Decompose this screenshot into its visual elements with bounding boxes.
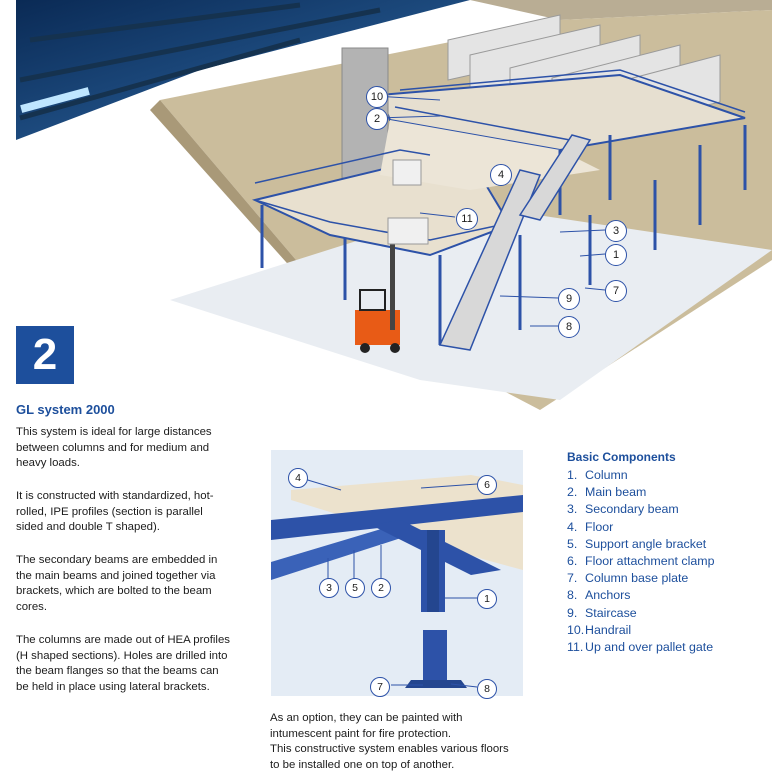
detail-callout-6: 6 <box>477 475 497 495</box>
paragraph-2: It is constructed with standardized, hot-rolled, IPE profiles (section is parallel sided and double T shaped). <box>16 490 214 534</box>
callout-8: 8 <box>558 316 580 338</box>
caption-line-1: As an option, they can be painted with intumescent paint for fire protection. <box>270 712 463 740</box>
callout-2: 2 <box>366 108 388 130</box>
list-item: 5. Support angle bracket <box>567 536 707 551</box>
callout-4: 4 <box>490 164 512 186</box>
caption-line-2: This constructive system enables various floors to be installed one on top of another. <box>270 743 509 771</box>
list-item: 2. Main beam <box>567 485 647 500</box>
callout-3: 3 <box>605 220 627 242</box>
list-item: 7. Column base plate <box>567 571 689 586</box>
list-item: 3. Secondary beam <box>567 502 679 517</box>
callout-11: 11 <box>456 208 478 230</box>
paragraph-3: The secondary beams are embedded in the main beams and joined together via brackets, which are bolted to the beam cores. <box>16 554 218 613</box>
list-item: 9. Staircase <box>567 605 637 620</box>
list-item: 4. Floor <box>567 519 614 534</box>
detail-caption <box>270 711 520 773</box>
list-item: 10. Handrail <box>567 622 632 637</box>
components-list <box>567 467 767 656</box>
detail-callout-2: 2 <box>371 578 391 598</box>
list-item: 11. Up and over pallet gate <box>567 640 714 655</box>
detail-callout-4: 4 <box>288 468 308 488</box>
detail-callout-3: 3 <box>319 578 339 598</box>
detail-callout-5: 5 <box>345 578 365 598</box>
list-item: 8. Anchors <box>567 588 631 603</box>
detail-callout-7: 7 <box>370 677 390 697</box>
detail-callout-1: 1 <box>477 589 497 609</box>
list-item: 1. Column <box>567 468 628 482</box>
callout-1: 1 <box>605 244 627 266</box>
paragraph-4: The columns are made out of HEA profiles (H shaped sections). Holes are drilled into the beam flanges so that the beams can be held in place using lateral brackets. <box>16 634 230 693</box>
paragraph-1: This system is ideal for large distances between columns and for medium and heavy loads. <box>16 426 212 470</box>
detail-callout-8: 8 <box>477 679 497 699</box>
callout-7: 7 <box>605 280 627 302</box>
list-item: 6. Floor attachment clamp <box>567 554 715 569</box>
section-number-badge: 2 <box>16 326 74 384</box>
components-title: Basic Components <box>567 450 676 464</box>
system-title: GL system 2000 <box>16 402 115 417</box>
callout-9: 9 <box>558 288 580 310</box>
callout-10: 10 <box>366 86 388 108</box>
